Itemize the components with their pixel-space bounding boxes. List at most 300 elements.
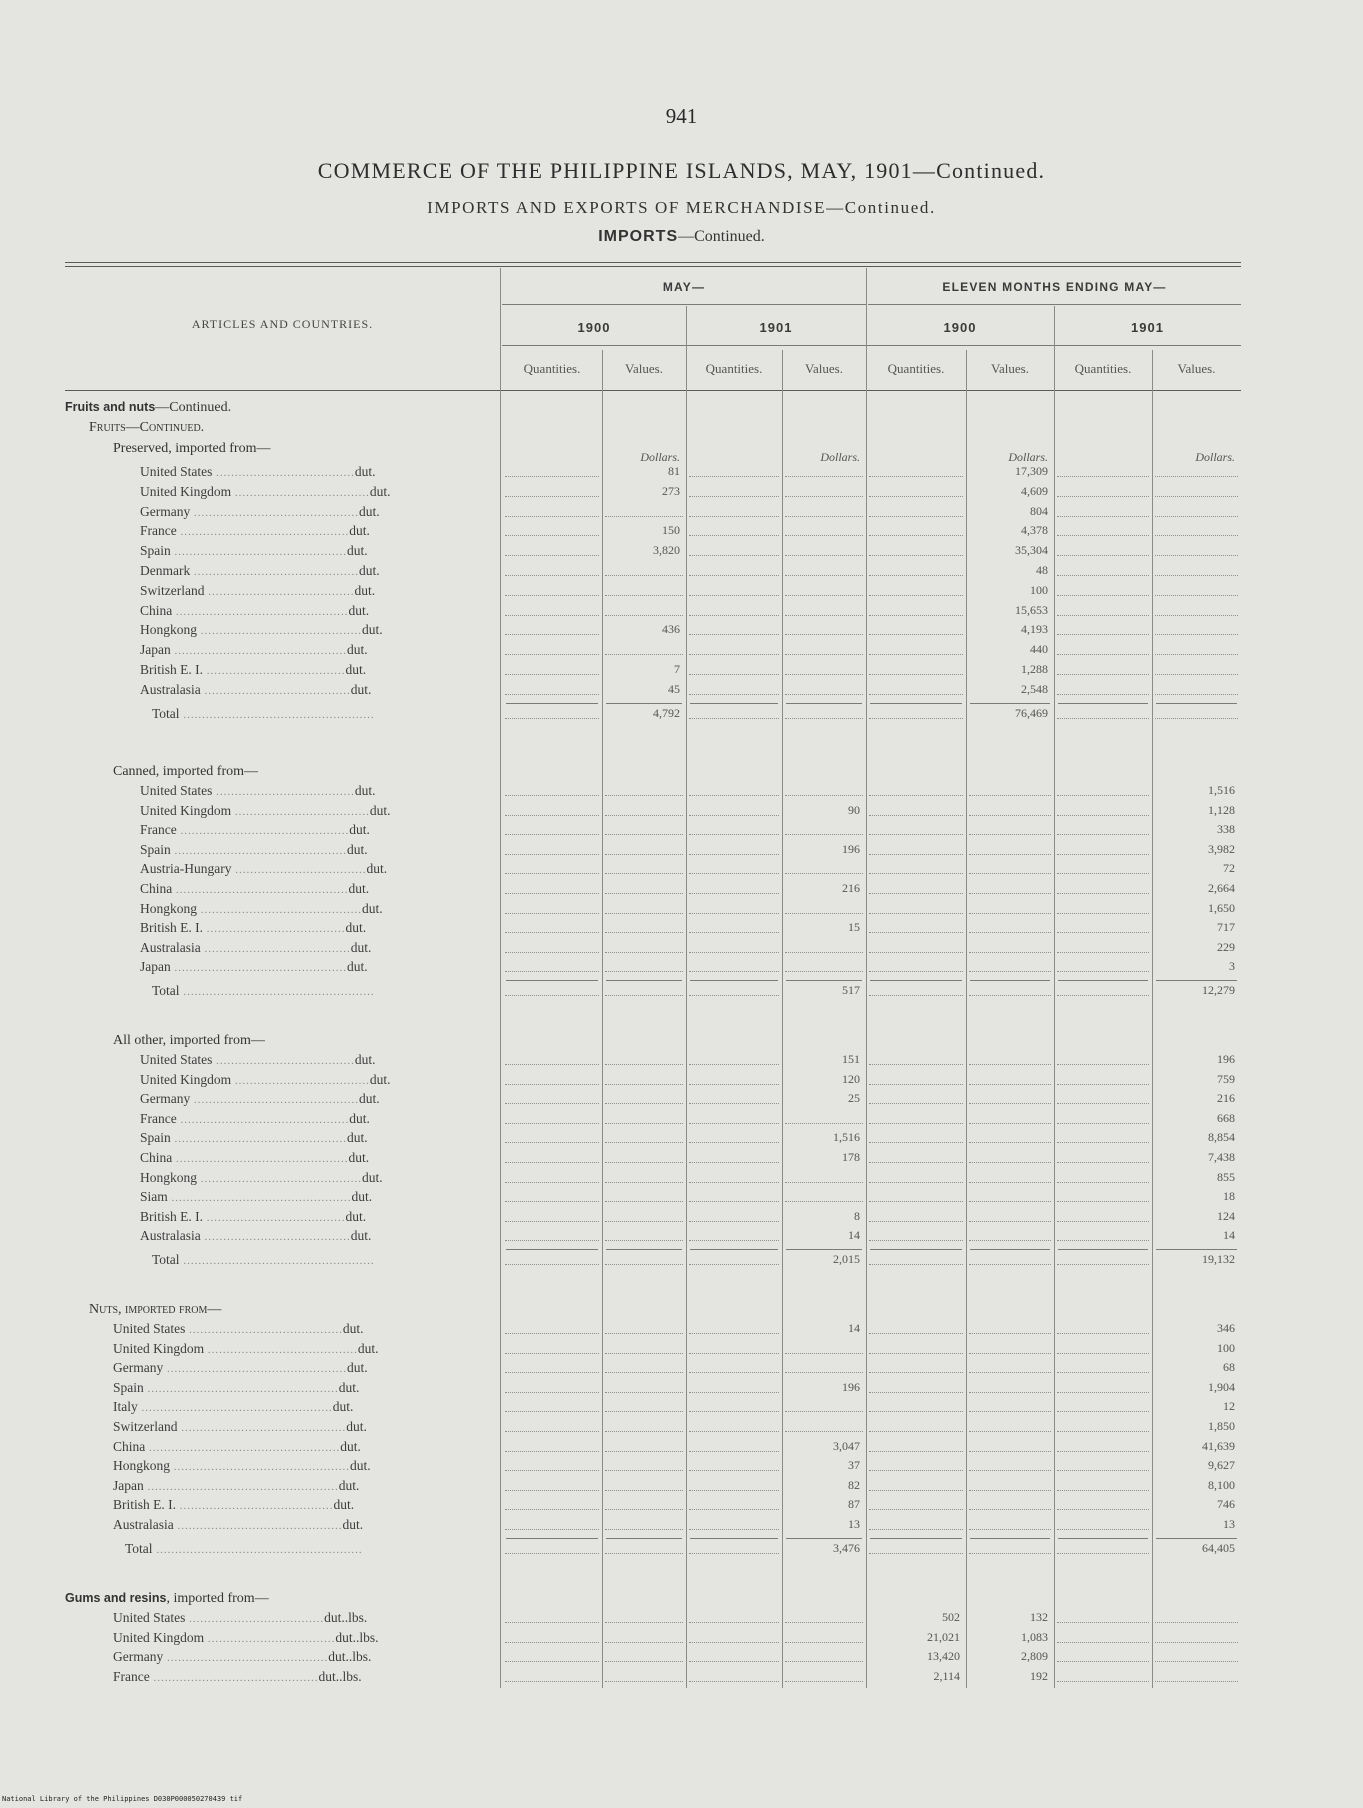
- leader-dots: ............................................: [190, 507, 359, 519]
- dotted-fill: [689, 1182, 779, 1183]
- table-cell: [1152, 1130, 1241, 1148]
- table-cell: [686, 642, 782, 660]
- table-cell: [866, 901, 966, 919]
- table-cell: [1152, 1610, 1241, 1628]
- table-cell: [602, 1228, 686, 1246]
- table-cell: [602, 881, 686, 899]
- leader-dots: .......................................................: [152, 1544, 363, 1556]
- dotted-fill: [605, 1431, 683, 1432]
- table-cell: [866, 1228, 966, 1246]
- header-year-rule: [502, 345, 1241, 346]
- row-country: Hongkong: [140, 622, 197, 637]
- row-label: [113, 1399, 496, 1415]
- row-unit: dut: [349, 1111, 367, 1126]
- dotted-fill: [605, 1201, 683, 1202]
- row-label: [140, 563, 496, 579]
- row-country: Australasia: [113, 1517, 174, 1532]
- table-cell: [686, 1252, 782, 1270]
- table-cell: [966, 523, 1054, 541]
- dotted-fill: [869, 1392, 963, 1393]
- table-cell: [866, 1399, 966, 1417]
- table-cell: [602, 583, 686, 601]
- dotted-fill: [505, 1661, 599, 1662]
- row-unit: dut: [350, 1458, 368, 1473]
- table-cell: [686, 881, 782, 899]
- dotted-fill: [1057, 1182, 1149, 1183]
- table-cell: [966, 1541, 1054, 1559]
- row-label: [113, 1419, 496, 1435]
- group-preserved: Preserved, imported from—: [113, 441, 271, 456]
- table-cell: [502, 1150, 602, 1168]
- dotted-fill: [969, 1509, 1051, 1510]
- row-unit: dut: [340, 1439, 358, 1454]
- total-rule: [690, 703, 778, 704]
- table-cell: [602, 983, 686, 1001]
- table-cell: [866, 881, 966, 899]
- leader-dots: ...............................................: [170, 1461, 350, 1473]
- dollars-unit-label: Dollars.: [1195, 450, 1235, 464]
- row-country: France: [140, 1111, 177, 1126]
- dotted-fill: [605, 1451, 683, 1452]
- unit-period: .: [362, 662, 367, 677]
- row-label: [113, 1439, 496, 1455]
- dotted-fill: [505, 873, 599, 874]
- table-cell: [686, 662, 782, 680]
- total-rule: [606, 1538, 682, 1539]
- dotted-fill: [689, 952, 779, 953]
- row-unit: dut: [349, 523, 367, 538]
- row-unit: dut: [347, 543, 365, 558]
- dotted-fill: [689, 535, 779, 536]
- dotted-fill: [689, 834, 779, 835]
- unit-period: .: [368, 1189, 373, 1204]
- unit-period: .: [365, 881, 370, 896]
- dotted-fill: [605, 1240, 683, 1241]
- dotted-fill: [869, 795, 963, 796]
- dotted-fill: [1155, 615, 1238, 616]
- table-cell: [866, 1170, 966, 1188]
- dotted-fill: [605, 1123, 683, 1124]
- dotted-fill: [969, 873, 1051, 874]
- total-label: [152, 1252, 496, 1268]
- dotted-fill: [605, 1470, 683, 1471]
- dotted-fill: [869, 1123, 963, 1124]
- table-cell: [782, 1649, 866, 1667]
- dotted-fill: [969, 1142, 1051, 1143]
- table-cell: [602, 523, 686, 541]
- table-cell: [686, 1130, 782, 1148]
- cell-value: 338: [1217, 822, 1235, 836]
- dotted-fill: [689, 1661, 779, 1662]
- dotted-fill: [869, 694, 963, 695]
- table-cell: [782, 1091, 866, 1109]
- table-cell: [966, 563, 1054, 581]
- cell-value: 216: [842, 881, 860, 895]
- dotted-fill: [869, 1411, 963, 1412]
- table-cell: [866, 1669, 966, 1687]
- row-label: [113, 1630, 496, 1646]
- dotted-fill: [605, 854, 683, 855]
- table-cell: [502, 1497, 602, 1515]
- table-cell: [1054, 1478, 1152, 1496]
- dotted-fill: [1057, 873, 1149, 874]
- table-cell: [686, 983, 782, 1001]
- row-unit: dut: [348, 881, 366, 896]
- table-cell: [866, 622, 966, 640]
- group-gums-rest: , imported from—: [166, 1591, 269, 1606]
- table-cell: [602, 1189, 686, 1207]
- table-cell: [1152, 1497, 1241, 1515]
- table-cell: [782, 1517, 866, 1535]
- row-country: United States: [140, 1052, 213, 1067]
- table-cell: [602, 1630, 686, 1648]
- dotted-fill: [689, 1553, 779, 1554]
- table-cell: [782, 959, 866, 977]
- dotted-fill: [689, 932, 779, 933]
- cell-value: 132: [1030, 1610, 1048, 1624]
- table-cell: [1054, 583, 1152, 601]
- cell-value: 746: [1217, 1497, 1235, 1511]
- cell-value: 502: [942, 1610, 960, 1624]
- cell-value: 124: [1217, 1209, 1235, 1223]
- unit-period: .: [364, 959, 368, 974]
- dotted-fill: [1057, 1221, 1149, 1222]
- row-label: [140, 803, 496, 819]
- dotted-fill: [689, 1490, 779, 1491]
- row-label: [140, 1072, 496, 1088]
- table-cell: [866, 983, 966, 1001]
- table-cell: [502, 642, 602, 660]
- dotted-fill: [605, 1681, 683, 1682]
- dotted-fill: [1057, 1142, 1149, 1143]
- row-label: [113, 1478, 496, 1494]
- table-cell: [782, 642, 866, 660]
- dotted-fill: [1155, 718, 1238, 719]
- table-cell: [866, 1252, 966, 1270]
- dotted-fill: [869, 1372, 963, 1373]
- row-label: [140, 901, 496, 917]
- table-cell: [1054, 1419, 1152, 1437]
- dotted-fill: [785, 555, 863, 556]
- group-fruits-and-nuts-rest: —Continued.: [155, 400, 232, 415]
- quantities-header: Quantities.: [523, 361, 581, 376]
- dotted-fill: [969, 1372, 1051, 1373]
- table-cell: [502, 1419, 602, 1437]
- leader-dots: .......................................: [200, 685, 351, 697]
- table-cell: [966, 504, 1054, 522]
- row-country: Japan: [140, 642, 171, 657]
- table-cell: [502, 1360, 602, 1378]
- table-cell: [1152, 822, 1241, 840]
- table-cell: [502, 1052, 602, 1070]
- row-label: [113, 1649, 496, 1665]
- total-rule: [506, 703, 598, 704]
- dotted-fill: [689, 575, 779, 576]
- table-cell: [502, 842, 602, 860]
- table-cell: [1152, 1630, 1241, 1648]
- row-country: Total: [152, 983, 180, 998]
- table-cell: [602, 1380, 686, 1398]
- table-cell: [782, 543, 866, 561]
- row-unit: dut: [369, 484, 388, 499]
- year-header: 1900: [577, 320, 611, 335]
- unit-period: .: [368, 1228, 372, 1243]
- unit-period: .: [368, 682, 372, 697]
- unit-period: .: [387, 484, 391, 499]
- total-rule: [870, 980, 962, 981]
- dotted-fill: [689, 995, 779, 996]
- table-cell: [1152, 1399, 1241, 1417]
- table-cell: [1152, 803, 1241, 821]
- dotted-fill: [505, 654, 599, 655]
- table-cell: [1054, 1649, 1152, 1667]
- cell-value: 12: [1223, 1399, 1235, 1413]
- dotted-fill: [505, 1553, 599, 1554]
- table-cell: [966, 706, 1054, 724]
- table-cell: [966, 959, 1054, 977]
- table-cell: [966, 662, 1054, 680]
- dotted-fill: [605, 1411, 683, 1412]
- table-cell: [782, 940, 866, 958]
- row-country: Hongkong: [140, 1170, 197, 1185]
- table-cell: [602, 706, 686, 724]
- table-cell: [602, 1649, 686, 1667]
- dotted-fill: [505, 1470, 599, 1471]
- table-cell: [966, 1091, 1054, 1109]
- dotted-fill: [605, 1490, 683, 1491]
- dotted-fill: [605, 873, 683, 874]
- row-country: Hongkong: [113, 1458, 170, 1473]
- dotted-fill: [1057, 674, 1149, 675]
- dotted-fill: [785, 634, 863, 635]
- table-cell: [966, 1649, 1054, 1667]
- dotted-fill: [785, 1201, 863, 1202]
- table-cell: [1152, 504, 1241, 522]
- table-cell: [602, 940, 686, 958]
- table-cell: [1054, 1209, 1152, 1227]
- table-cell: [866, 1111, 966, 1129]
- leader-dots: .....................................: [212, 467, 355, 479]
- table-cell: [866, 1419, 966, 1437]
- dotted-fill: [505, 1201, 599, 1202]
- table-cell: [1054, 543, 1152, 561]
- dotted-fill: [689, 1064, 779, 1065]
- row-country: Total: [125, 1541, 153, 1556]
- table-cell: [966, 543, 1054, 561]
- col-rule: [500, 268, 501, 1688]
- table-cell: [866, 1360, 966, 1378]
- cell-value: 15: [848, 920, 860, 934]
- table-cell: [1152, 1252, 1241, 1270]
- row-label: [113, 1360, 496, 1376]
- table-cell: [686, 1610, 782, 1628]
- row-unit: dut: [342, 1321, 361, 1336]
- dotted-fill: [605, 1084, 683, 1085]
- table-cell: [866, 563, 966, 581]
- row-country: France: [140, 523, 177, 538]
- table-cell: [502, 523, 602, 541]
- cell-value: 12,279: [1202, 983, 1235, 997]
- table-cell: [602, 464, 686, 482]
- table-cell: [866, 1052, 966, 1070]
- articles-header: ARTICLES AND COUNTRIES.: [191, 317, 374, 331]
- table-cell: [602, 1610, 686, 1628]
- cell-value: 1,083: [1021, 1630, 1048, 1644]
- dotted-fill: [1057, 1681, 1149, 1682]
- table-cell: [866, 959, 966, 977]
- dotted-fill: [969, 1392, 1051, 1393]
- cell-value: 229: [1217, 940, 1235, 954]
- total-rule: [1156, 703, 1237, 704]
- unit-period: .: [379, 1170, 383, 1185]
- table-cell: [602, 1252, 686, 1270]
- table-cell: [1152, 959, 1241, 977]
- dotted-fill: [689, 1240, 779, 1241]
- unit-period: .: [379, 901, 383, 916]
- dotted-fill: [869, 971, 963, 972]
- dotted-fill: [869, 1264, 963, 1265]
- leader-dots: ...................................................: [179, 709, 375, 721]
- table-cell: [966, 1209, 1054, 1227]
- leader-dots: ............................................: [177, 1422, 347, 1434]
- dotted-fill: [505, 1353, 599, 1354]
- table-cell: [1054, 881, 1152, 899]
- table-cell: [602, 1321, 686, 1339]
- table-cell: [782, 901, 866, 919]
- cell-value: 76,469: [1015, 706, 1048, 720]
- cell-value: 4,193: [1021, 622, 1048, 636]
- dotted-fill: [505, 1333, 599, 1334]
- dotted-fill: [505, 1431, 599, 1432]
- dotted-fill: [785, 952, 863, 953]
- row-country: Denmark: [140, 563, 191, 578]
- row-label: [140, 642, 496, 658]
- dotted-fill: [605, 1529, 683, 1530]
- dotted-fill: [785, 1182, 863, 1183]
- dotted-fill: [1057, 913, 1149, 914]
- table-cell: [1054, 662, 1152, 680]
- table-cell: [686, 1541, 782, 1559]
- table-cell: [602, 1170, 686, 1188]
- cell-value: 14: [1223, 1228, 1235, 1242]
- table-cell: [782, 563, 866, 581]
- dotted-fill: [969, 1123, 1051, 1124]
- unit-period: .: [372, 783, 376, 798]
- table-cell: [686, 1478, 782, 1496]
- table-cell: [602, 682, 686, 700]
- table-cell: [1152, 1111, 1241, 1129]
- dotted-fill: [785, 615, 863, 616]
- unit-period: .: [375, 1630, 379, 1645]
- table-cell: [782, 1052, 866, 1070]
- dotted-fill: [605, 575, 683, 576]
- group-gums-bold: Gums and resins: [65, 1591, 167, 1605]
- dotted-fill: [605, 615, 683, 616]
- table-cell: [782, 1541, 866, 1559]
- table-cell: [686, 523, 782, 541]
- cell-value: 15,653: [1015, 603, 1048, 617]
- dotted-fill: [505, 1064, 599, 1065]
- table-cell: [1054, 706, 1152, 724]
- dotted-fill: [505, 1509, 599, 1510]
- dotted-fill: [1057, 1123, 1149, 1124]
- dotted-fill: [505, 932, 599, 933]
- table-cell: [1152, 1541, 1241, 1559]
- row-country: Germany: [140, 1091, 191, 1106]
- dotted-fill: [505, 535, 599, 536]
- table-cell: [782, 622, 866, 640]
- dotted-fill: [1057, 834, 1149, 835]
- table-cell: [686, 464, 782, 482]
- table-cell: [686, 1072, 782, 1090]
- table-cell: [602, 563, 686, 581]
- dotted-fill: [969, 1411, 1051, 1412]
- dotted-fill: [689, 615, 779, 616]
- leader-dots: ..............................................: [172, 1153, 349, 1165]
- table-cell: [866, 1072, 966, 1090]
- table-cell: [782, 983, 866, 1001]
- dotted-fill: [1057, 952, 1149, 953]
- cell-value: 2,548: [1021, 682, 1048, 696]
- table-cell: [1152, 1072, 1241, 1090]
- table-cell: [782, 1252, 866, 1270]
- unit-period: .: [366, 822, 370, 837]
- dotted-fill: [869, 1451, 963, 1452]
- table-cell: [502, 662, 602, 680]
- table-cell: [686, 1649, 782, 1667]
- dotted-fill: [969, 1353, 1051, 1354]
- unit-period: .: [350, 1399, 354, 1414]
- dotted-fill: [869, 1162, 963, 1163]
- row-label: [140, 1228, 496, 1244]
- dotted-fill: [1057, 1392, 1149, 1393]
- row-unit: dut: [362, 901, 380, 916]
- cell-value: 3,820: [653, 543, 680, 557]
- row-unit: dut: [354, 583, 372, 598]
- table-cell: [502, 1252, 602, 1270]
- cell-value: 25: [848, 1091, 860, 1105]
- total-rule: [506, 1249, 598, 1250]
- row-unit: dut: [369, 803, 388, 818]
- table-cell: [966, 1399, 1054, 1417]
- table-cell: [782, 484, 866, 502]
- total-rule: [606, 1249, 682, 1250]
- table-cell: [966, 603, 1054, 621]
- total-rule: [1058, 703, 1148, 704]
- table-cell: [1054, 1610, 1152, 1628]
- total-rule: [506, 980, 598, 981]
- table-cell: [1152, 1458, 1241, 1476]
- table-cell: [502, 861, 602, 879]
- table-cell: [1054, 1072, 1152, 1090]
- dotted-fill: [869, 476, 963, 477]
- cell-value: 18: [1223, 1189, 1235, 1203]
- table-cell: [502, 803, 602, 821]
- row-label: [113, 1497, 496, 1513]
- table-cell: [602, 783, 686, 801]
- unit-period: .: [360, 1321, 364, 1336]
- dotted-fill: [1057, 634, 1149, 635]
- table-cell: [602, 1478, 686, 1496]
- dotted-fill: [505, 575, 599, 576]
- table-cell: [966, 940, 1054, 958]
- dotted-fill: [689, 1123, 779, 1124]
- row-unit: dut: [350, 1228, 368, 1243]
- table-cell: [966, 1610, 1054, 1628]
- cell-value: 192: [1030, 1669, 1048, 1683]
- total-rule: [1058, 1249, 1148, 1250]
- row-unit: dut: [348, 603, 366, 618]
